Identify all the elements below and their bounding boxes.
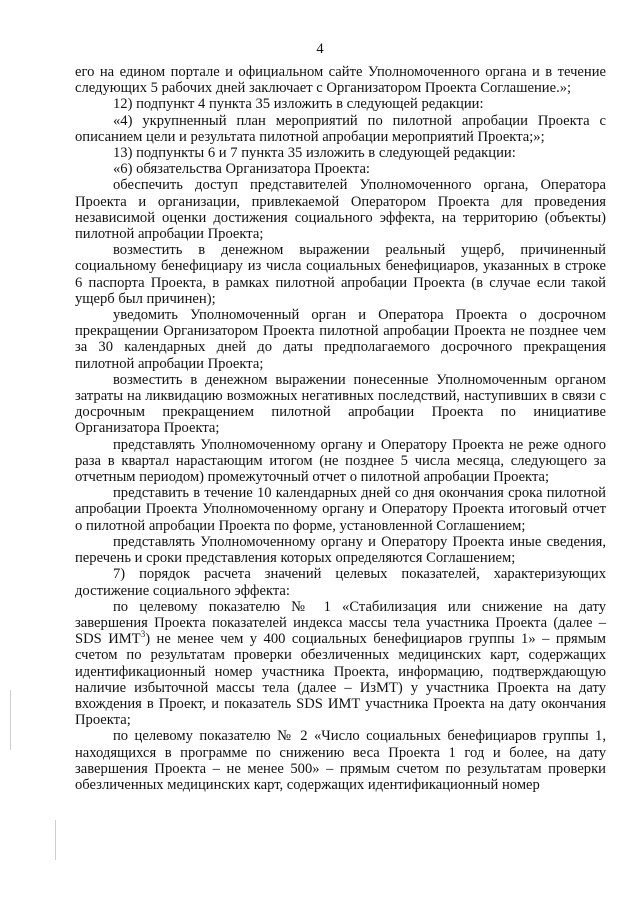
paragraph-item-12: 12) подпункт 4 пункта 35 изложить в следующей редакции: [113,96,484,113]
paragraph-subitem-7: 7) порядок расчета значений целевых показателей, характеризующих достижение социального эффекта: [75,566,606,599]
paragraph-continuation: его на едином портале и официальном сайте Уполномоченного органа и в течение следующих 5 рабочих дней заключает с Организатором Проекта Соглашение.»; [75,64,606,97]
paragraph-obligation-final-report: представить в течение 10 календарных дней со дня окончания срока пилотной апробации Проекта Уполномоченному органу и Оператору Проекта итоговый отчет о пилотной апробации Проекта по форме, установленной Соглашением; [75,485,606,534]
paragraph-obligation-interim-report: представлять Уполномоченному органу и Оператору Проекта не реже одного раза в квартал нарастающим итогом (не позднее 5 числа месяца, следующего за отчетным периодом) промежуточный отчет о пилотной апробации Проекта; [75,436,606,486]
indicator-1-text: по целевому показателю № 1 «Стабилизация или снижение на дату завершения Проекта показателей индекса массы тела участника Проекта (далее – SDS ИМТ [75,598,606,648]
paragraph-indicator-1 [75,599,606,729]
paragraph-obligation-access: обеспечить доступ представителей Уполномоченного органа, Оператора Проекта и организации, привлекаемой Оператором Проекта для проведения независимой оценки достижения социального эффекта, на территорию (объекты) пилотной апробации Проекта; [75,177,606,243]
paragraph-obligation-other-info: представлять Уполномоченному органу и Оператору Проекта иные сведения, перечень и сроки представления которых определяются Соглашением; [75,533,606,567]
page-number: 4 [316,41,324,57]
paragraph-indicator-2: по целевому показателю № 2 «Число социальных бенефициаров группы 1, находящихся в программе по снижению веса Проекта 1 год и более, на дату завершения Проекта – не менее 500» – прямым счетом по результатам проверки обезличенных медицинских карт, содержащих идентификационный номер [75,728,606,793]
scan-margin-mark [55,820,56,860]
paragraph-subitem-4: «4) укрупненный план мероприятий по пилотной апробации Проекта с описанием цели и результата пилотной апробации мероприятий Проекта;»; [75,112,606,145]
paragraph-subitem-6: «6) обязательства Организатора Проекта: [113,161,370,178]
paragraph-obligation-damage: возместить в денежном выражении реальный ущерб, причиненный социальному бенефициару из числа социальных бенефициаров, указанных в строке 6 паспорта Проекта, в рамках пилотной апробации Проекта (в случае если такой ущерб был причинен); [75,242,606,307]
paragraph-obligation-notify: уведомить Уполномоченный орган и Оператора Проекта о досрочном прекращении Организатором Проекта пилотной апробации Проекта не позднее чем за 30 календарных дней до даты предполагаемого досрочного прекращения пилотной апробации Проекта; [75,307,606,372]
paragraph-item-13: 13) подпункты 6 и 7 пункта 35 изложить в следующей редакции: [113,145,516,162]
scan-margin-mark [10,690,11,750]
indicator-1-text-rest: ) не менее чем у 400 социальных бенефициаров группы 1» – прямым счетом по результатам проверки обезличенных медицинских карт, содержащих идентификационный номер участника Проекта, информацию, подтверждающую наличие избыточной массы тела (далее – ИзМТ) у участника Проекта на дату вхождения в Проект, и показатель SDS ИМТ участника Проекта на дату окончания Проекта; [75,631,606,729]
footnote-marker: 3 [140,629,146,640]
paragraph-obligation-costs: возместить в денежном выражении понесенные Уполномоченным органом затраты на ликвидацию возможных негативных последствий, наступивших в связи с досрочным прекращением пилотной апробации Проекта по инициативе Организатора Проекта; [75,371,606,437]
document-body [75,64,606,793]
